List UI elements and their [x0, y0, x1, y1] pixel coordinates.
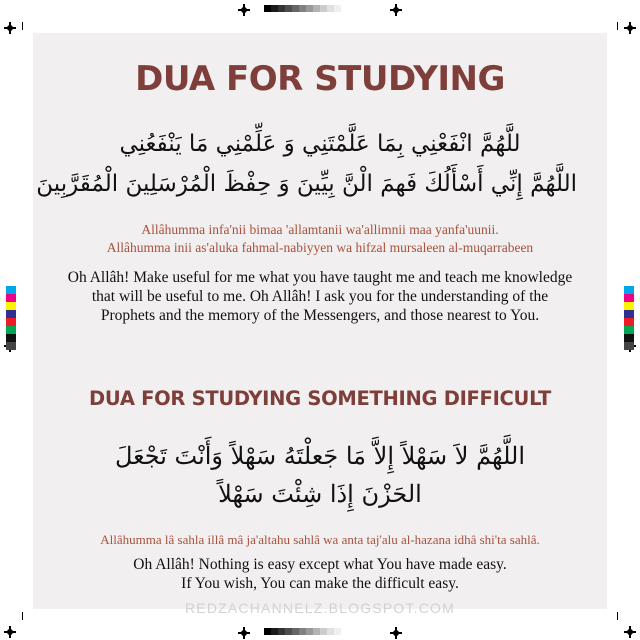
registration-mark-top-center-left [238, 4, 250, 16]
registration-mark-top-center-right [390, 4, 402, 16]
registration-mark-top-right [624, 22, 636, 34]
arabic-dua-line-1: للَّهُمَّ انْفَعْنِي بِمَا عَلَّمْتَنِي وَ عَلِّمْنِي مَا يَنْفَعُنِي [119, 131, 521, 157]
translation-line-3: Prophets and the memory of the Messengers, and those nearest to You. [100, 307, 540, 324]
transliteration-difficult: Allâhumma lâ sahla illâ mâ ja'altahu sahlâ wa anta taj'alu al-hazana idhâ shi'ta sahlâ. [100, 532, 540, 547]
transliteration-line-1: Allâhumma infa'nii bimaa 'allamtanii wa'allimnii maa yanfa'uunii. [141, 222, 499, 237]
translation-line-2: that will be useful to me. Oh Allâh! I ask you for the understanding of the [91, 288, 549, 305]
transliteration-line-2: Allâhumma inii as'aluka fahmal-nabiyyen wa hifzal mursaleen al-muqarrabeen [106, 240, 534, 255]
crop-mark [22, 22, 23, 30]
dua-card [33, 33, 607, 609]
arabic-dua-difficult-line-2: الحَزْنَ إِذَا شِئْتَ سَهْلاً [218, 480, 422, 508]
translation-difficult-line-1: Oh Allâh! Nothing is easy except what You have made easy. [133, 556, 507, 573]
arabic-dua-difficult-line-1: اللَّهُمَّ لاَ سَهْلاً إِلاَّ مَا جَعلْتَهُ سَهْلاً وَأَنْتَ تَجْعَلَ [114, 442, 526, 470]
left-color-swatches [6, 286, 16, 350]
right-color-swatches [624, 286, 634, 350]
registration-mark-bottom-center-left [238, 627, 250, 639]
translation-difficult-line-2: If You wish, You can make the difficult easy. [181, 575, 459, 592]
crop-mark [617, 22, 618, 30]
registration-mark-top-left [4, 22, 16, 34]
registration-mark-bottom-right [624, 626, 636, 638]
registration-mark-bottom-center-right [390, 627, 402, 639]
translation-line-1: Oh Allâh! Make useful for me what you have taught me and teach me knowledge [67, 269, 573, 286]
blog-watermark: REDZACHANNELZ.BLOGSPOT.COM [184, 600, 455, 616]
top-grayscale-bar [264, 5, 341, 12]
bottom-grayscale-bar [264, 628, 341, 635]
section-title-studying: DUA FOR STUDYING [135, 59, 505, 99]
section-title-difficult: DUA FOR STUDYING SOMETHING DIFFICULT [89, 387, 551, 410]
arabic-dua-line-2: اللَّهُمَّ إِنِّي أَسْأَلُكَ فَهمَ الْنَّ بِيِّينَ وَ حِفْظَ الْمُرْسَلِينَ الْمُقَرَّبِينَ [36, 171, 577, 197]
registration-mark-bottom-left [4, 626, 16, 638]
